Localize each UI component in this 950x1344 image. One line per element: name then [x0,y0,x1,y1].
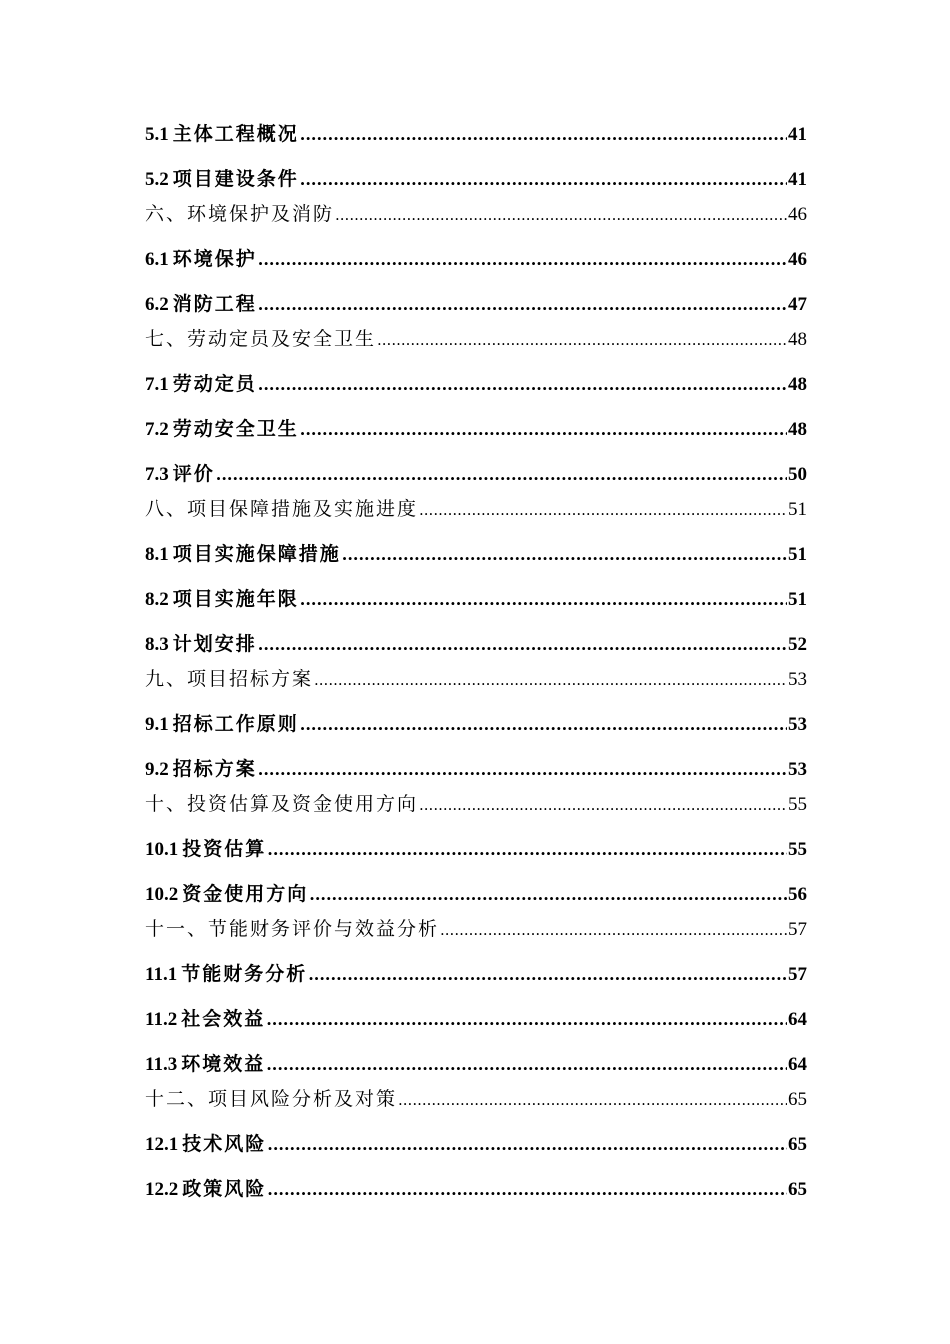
toc-entry-title [145,710,299,739]
toc-section-entry[interactable] [145,370,807,399]
toc-dot-leader [300,586,787,614]
toc-entry-text: 九、项目招标方案 [145,668,314,690]
toc-page-number: 46 [788,204,807,225]
toc-section-entry[interactable] [145,165,807,194]
toc-entry-text: 主体工程概况 [172,123,299,145]
toc-dot-leader [216,461,787,489]
toc-entry-text: 劳动安全卫生 [172,418,299,440]
toc-page-number: 51 [788,499,807,520]
toc-entry-text: 环境效益 [181,1053,266,1075]
toc-entry-text: 十二、项目风险分析及对策 [145,1088,398,1110]
toc-entry-number: 6.1 [145,249,169,270]
toc-entry-text: 项目实施年限 [172,588,299,610]
toc-entry-number: 11.2 [145,1009,178,1030]
toc-entry-text: 节能财务分析 [181,963,308,985]
toc-page-number: 55 [788,839,807,860]
toc-page-number: 51 [788,589,807,610]
toc-dot-leader [258,756,787,784]
toc-dot-leader [300,416,787,444]
toc-entry-text: 计划安排 [172,633,257,655]
toc-entry-number: 7.2 [145,419,169,440]
toc-entry-title [145,540,341,569]
toc-dot-leader [342,541,787,569]
toc-entry-title [145,630,257,659]
toc-section-entry[interactable] [145,585,807,614]
toc-section-entry[interactable] [145,290,807,319]
toc-page-number: 51 [788,544,807,565]
toc-page-number: 65 [788,1134,807,1155]
toc-dot-leader [267,1176,787,1204]
toc-chapter-entry[interactable] [145,915,807,944]
toc-dot-leader [300,166,787,194]
toc-section-entry[interactable] [145,880,807,909]
toc-entry-title [145,1175,266,1204]
toc-page-number: 56 [788,884,807,905]
toc-dot-leader [258,246,787,274]
toc-entry-number: 5.1 [145,124,169,145]
toc-entry-text: 消防工程 [172,293,257,315]
toc-entry-number: 10.2 [145,884,179,905]
toc-page-number: 57 [788,919,807,940]
toc-entry-number: 12.2 [145,1179,179,1200]
toc-page-number: 41 [788,124,807,145]
toc-entry-title [145,1130,266,1159]
toc-entry-title [145,495,418,523]
toc-dot-leader [314,666,787,694]
toc-entry-title [145,960,307,989]
toc-section-entry[interactable] [145,460,807,489]
toc-entry-text: 项目建设条件 [172,168,299,190]
toc-page-number: 53 [788,759,807,780]
toc-entry-title [145,200,334,228]
toc-entry-text: 七、劳动定员及安全卫生 [145,328,377,350]
toc-entry-number: 10.1 [145,839,179,860]
toc-dot-leader [308,961,787,989]
toc-entry-number: 11.3 [145,1054,178,1075]
toc-entry-title [145,245,257,274]
toc-entry-text: 社会效益 [181,1008,266,1030]
toc-dot-leader [335,201,787,229]
toc-entry-text: 十一、节能财务评价与效益分析 [145,918,440,940]
toc-entry-number: 7.1 [145,374,169,395]
toc-dot-leader [258,631,787,659]
toc-dot-leader [419,496,787,524]
toc-dot-leader [398,1086,787,1114]
toc-page-number: 41 [788,169,807,190]
toc-entry-title [145,755,257,784]
toc-chapter-entry[interactable] [145,665,807,694]
toc-entry-title [145,880,308,909]
toc-section-entry[interactable] [145,415,807,444]
toc-dot-leader [377,326,787,354]
toc-dot-leader [258,291,787,319]
toc-dot-leader [300,711,787,739]
toc-entry-number: 8.2 [145,589,169,610]
toc-entry-text: 技术风险 [182,1133,267,1155]
toc-entry-title [145,585,299,614]
toc-entry-text: 六、环境保护及消防 [145,203,335,225]
toc-dot-leader [266,1006,787,1034]
toc-entry-text: 招标工作原则 [172,713,299,735]
toc-page-number: 50 [788,464,807,485]
toc-entry-title [145,165,299,194]
toc-entry-text: 八、项目保障措施及实施进度 [145,498,419,520]
toc-section-entry[interactable] [145,835,807,864]
toc-entry-title [145,665,313,693]
toc-entry-title [145,915,439,943]
toc-entry-number: 6.2 [145,294,169,315]
toc-page-number: 64 [788,1054,807,1075]
toc-dot-leader [309,881,787,909]
toc-entry-text: 劳动定员 [172,373,257,395]
toc-entry-number: 12.1 [145,1134,179,1155]
toc-section-entry[interactable] [145,960,807,989]
toc-dot-leader [266,1051,787,1079]
toc-section-entry[interactable] [145,1175,807,1204]
toc-section-entry[interactable] [145,1005,807,1034]
toc-entry-text: 招标方案 [172,758,257,780]
toc-entry-title [145,325,376,353]
toc-dot-leader [267,1131,787,1159]
toc-entry-title [145,1005,265,1034]
toc-entry-text: 项目实施保障措施 [172,543,341,565]
toc-entry-number: 9.1 [145,714,169,735]
toc-entry-number: 8.1 [145,544,169,565]
toc-entry-title [145,370,257,399]
toc-entry-number: 8.3 [145,634,169,655]
toc-entry-number: 7.3 [145,464,169,485]
toc-section-entry[interactable] [145,755,807,784]
toc-entry-text: 投资估算 [182,838,267,860]
toc-page-number: 65 [788,1089,807,1110]
toc-entry-title [145,120,299,149]
toc-page-number: 64 [788,1009,807,1030]
toc-section-entry[interactable] [145,120,807,149]
toc-entry-text: 资金使用方向 [182,883,309,905]
toc-section-entry[interactable] [145,540,807,569]
toc-chapter-entry[interactable] [145,495,807,524]
toc-page-number: 57 [788,964,807,985]
toc-entry-number: 5.2 [145,169,169,190]
toc-dot-leader [300,121,787,149]
toc-entry-number: 11.1 [145,964,178,985]
toc-section-entry[interactable] [145,1130,807,1159]
toc-dot-leader [419,791,787,819]
toc-entry-title [145,460,215,489]
toc-section-entry[interactable] [145,245,807,274]
toc-entry-text: 环境保护 [172,248,257,270]
toc-entry-number: 9.2 [145,759,169,780]
toc-section-entry[interactable] [145,710,807,739]
toc-page-number: 52 [788,634,807,655]
toc-chapter-entry[interactable] [145,200,807,229]
toc-dot-leader [258,371,787,399]
toc-page-number: 48 [788,419,807,440]
toc-page-number: 48 [788,329,807,350]
toc-page-number: 53 [788,714,807,735]
toc-chapter-entry[interactable] [145,790,807,819]
toc-entry-title [145,1050,265,1079]
toc-entry-title [145,290,257,319]
toc-section-entry[interactable] [145,1050,807,1079]
toc-page-number: 65 [788,1179,807,1200]
toc-page-number: 55 [788,794,807,815]
toc-section-entry[interactable] [145,630,807,659]
toc-dot-leader [440,916,787,944]
toc-entry-text: 十、投资估算及资金使用方向 [145,793,419,815]
toc-entry-title [145,790,418,818]
toc-page-number: 46 [788,249,807,270]
toc-entry-text: 政策风险 [182,1178,267,1200]
toc-chapter-entry[interactable] [145,1085,807,1114]
toc-entry-text: 评价 [172,463,215,485]
toc-chapter-entry[interactable] [145,325,807,354]
table-of-contents [145,120,807,1220]
toc-page-number: 53 [788,669,807,690]
toc-page-number: 47 [788,294,807,315]
toc-entry-title [145,835,266,864]
toc-entry-title [145,1085,397,1113]
toc-dot-leader [267,836,787,864]
toc-entry-title [145,415,299,444]
toc-page-number: 48 [788,374,807,395]
